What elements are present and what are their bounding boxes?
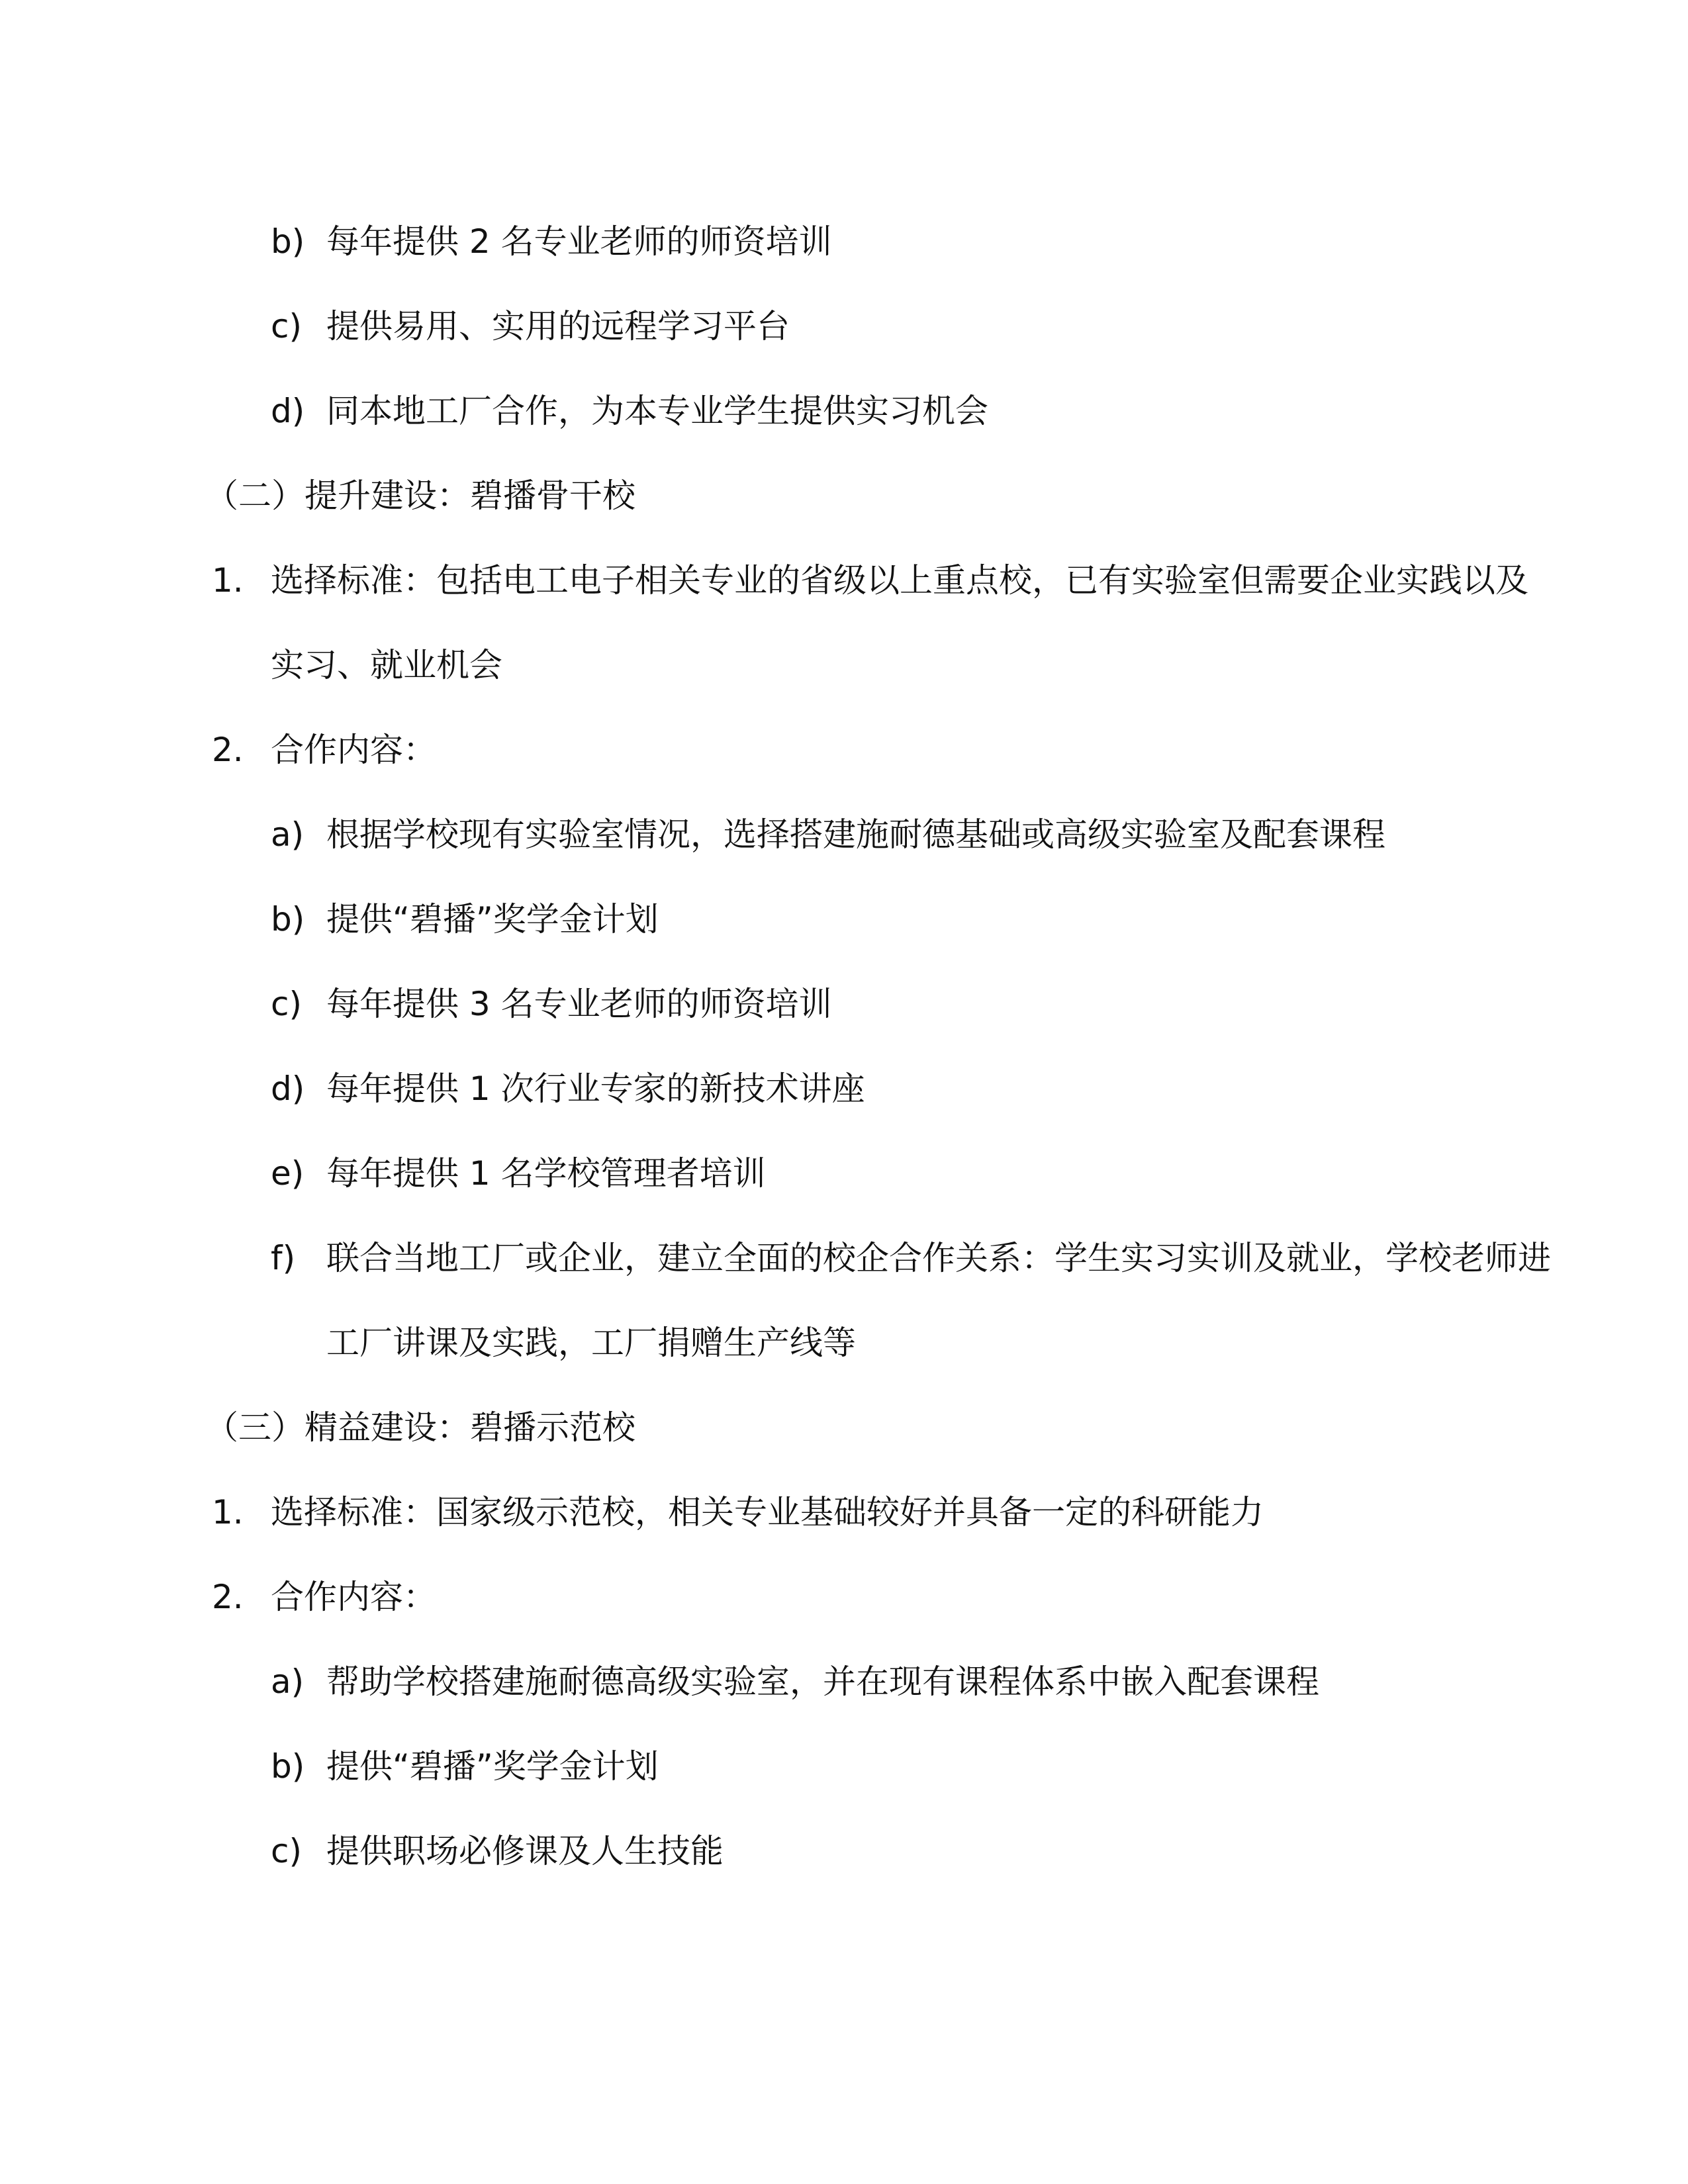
list-item: 选择标准：国家级示范校，相关专业基础较好并具备一定的科研能力 <box>271 1493 1264 1531</box>
list-marker: 1. <box>212 1493 244 1531</box>
list-marker: e) <box>271 1154 305 1193</box>
list-item: 每年提供 1 名学校管理者培训 <box>326 1154 766 1193</box>
list-item: 提供易用、实用的远程学习平台 <box>326 307 790 345</box>
list-item: 提供“碧播”奖学金计划 <box>326 900 659 938</box>
section-heading: （二）提升建设：碧播骨干校 <box>205 477 635 515</box>
list-item: 帮助学校搭建施耐德高级实验室，并在现有课程体系中嵌入配套课程 <box>326 1662 1319 1701</box>
list-item: 选择标准：包括电工电子相关专业的省级以上重点校，已有实验室但需要企业实践以及 <box>271 561 1528 600</box>
list-marker: b) <box>271 1747 305 1786</box>
list-marker: 2. <box>212 731 244 769</box>
list-marker: b) <box>271 222 305 261</box>
list-marker: a) <box>271 1662 305 1701</box>
list-marker: c) <box>271 1832 302 1870</box>
list-item: 提供职场必修课及人生技能 <box>326 1832 724 1870</box>
list-item: 合作内容： <box>271 731 436 769</box>
list-item: 联合当地工厂或企业，建立全面的校企合作关系：学生实习实训及就业，学校老师进 <box>326 1239 1551 1277</box>
list-marker: f) <box>271 1239 296 1277</box>
list-item: 根据学校现有实验室情况，选择搭建施耐德基础或高级实验室及配套课程 <box>326 815 1385 854</box>
list-item: 每年提供 2 名专业老师的师资培训 <box>326 222 832 261</box>
list-item: 提供“碧播”奖学金计划 <box>326 1747 659 1786</box>
list-item: 每年提供 1 次行业专家的新技术讲座 <box>326 1069 865 1108</box>
list-marker: d) <box>271 1069 305 1108</box>
list-marker: 2. <box>212 1578 244 1616</box>
list-item: 合作内容： <box>271 1578 436 1616</box>
list-item-continuation: 工厂讲课及实践，工厂捐赠生产线等 <box>326 1324 856 1362</box>
list-marker: d) <box>271 392 305 430</box>
list-item-continuation: 实习、就业机会 <box>271 646 502 684</box>
list-item: 每年提供 3 名专业老师的师资培训 <box>326 985 832 1023</box>
list-item: 同本地工厂合作，为本专业学生提供实习机会 <box>326 392 988 430</box>
list-marker: c) <box>271 985 302 1023</box>
section-heading: （三）精益建设：碧播示范校 <box>205 1408 635 1447</box>
list-marker: b) <box>271 900 305 938</box>
list-marker: 1. <box>212 561 244 600</box>
list-marker: c) <box>271 307 302 345</box>
list-marker: a) <box>271 815 305 854</box>
